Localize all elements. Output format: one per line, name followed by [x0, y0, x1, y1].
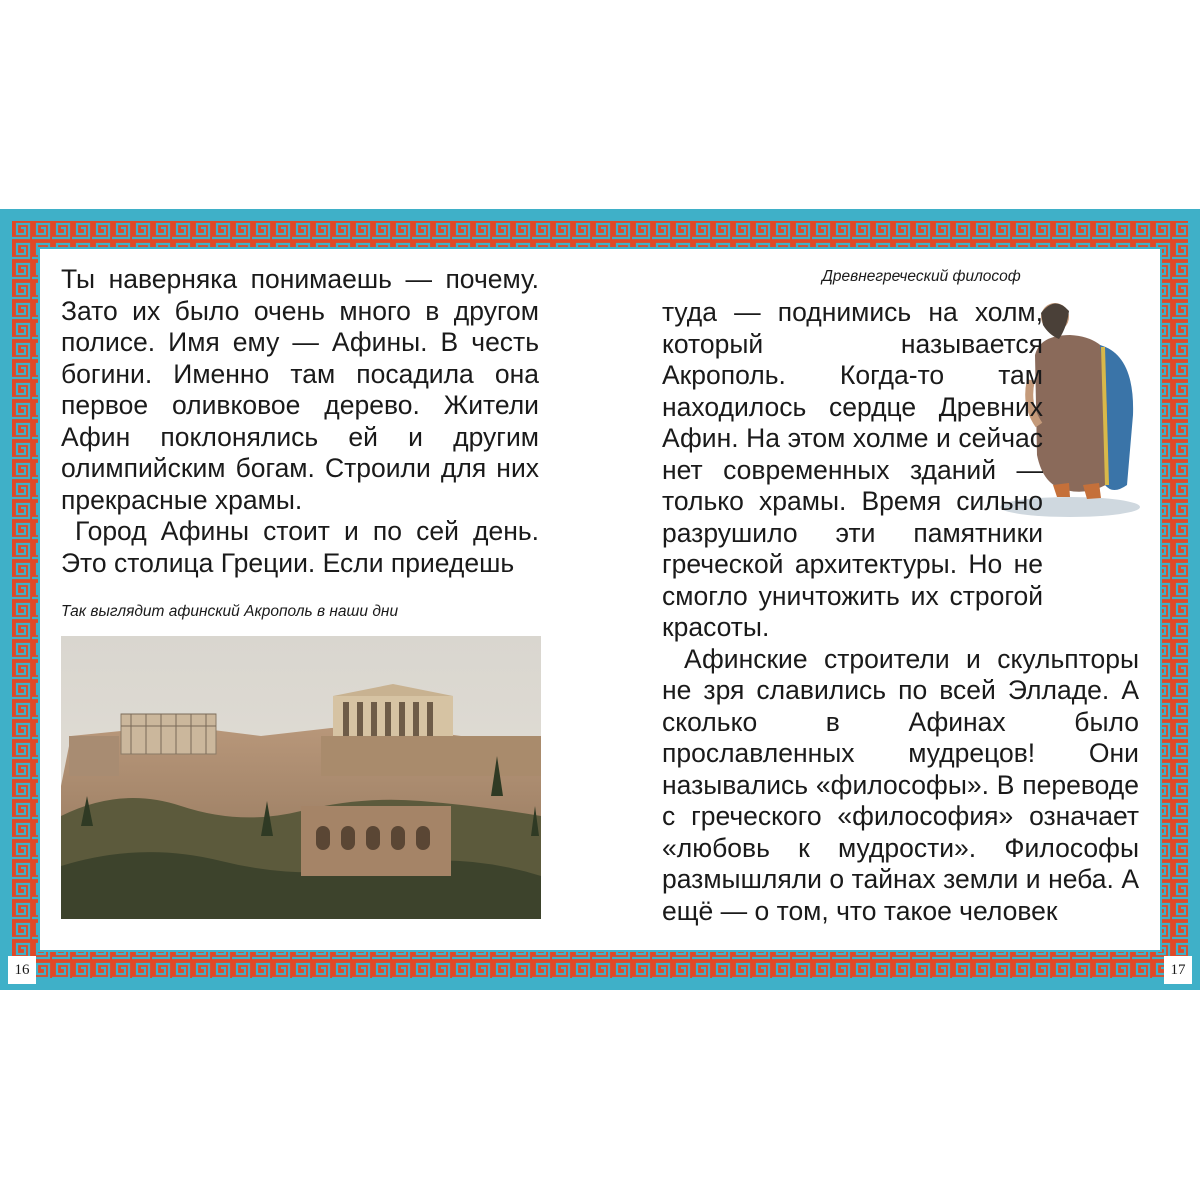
- page-number-right: 17: [1164, 956, 1192, 984]
- page-number-left: 16: [8, 956, 36, 984]
- right-page-text: [662, 297, 1139, 927]
- left-paragraph-1: Ты наверняка понимаешь — почему. Зато их было очень много в другом полисе. Имя ему — Афины. В честь богини. Именно там посадила она первое оливковое дерево. Жители Афин поклонялись ей и другим олимпийским богам. Строили для них прекрасные храмы.: [61, 264, 539, 515]
- photo-caption: Так выглядит афинский Акрополь в наши дни: [61, 603, 399, 620]
- figure-caption: Древнегреческий философ: [822, 268, 1021, 285]
- left-page-text: [61, 264, 539, 579]
- acropolis-photo: [61, 636, 541, 919]
- left-paragraph-2: Город Афины стоит и по сей день. Это столица Греции. Если приедешь: [61, 516, 539, 578]
- right-paragraph-2: Афинские строители и скульпторы не зря славились по всей Элладе. А сколько в Афинах было прославленных мудрецов! Они назывались «философы». В переводе с греческого «философия» означает «любовь к мудрости». Философы размышляли о тайнах земли и неба. А ещё — о том, что такое человек: [662, 643, 1139, 926]
- right-paragraph-1: туда — поднимись на холм, который называется Акрополь. Когда-то там находилось сердце Древних Афин. На этом холме и сейчас нет современных зданий — только храмы. Время сильно разрушило эти памятники греческой архитектуры. Но не смогло уничтожить их строгой красоты.: [662, 297, 1043, 642]
